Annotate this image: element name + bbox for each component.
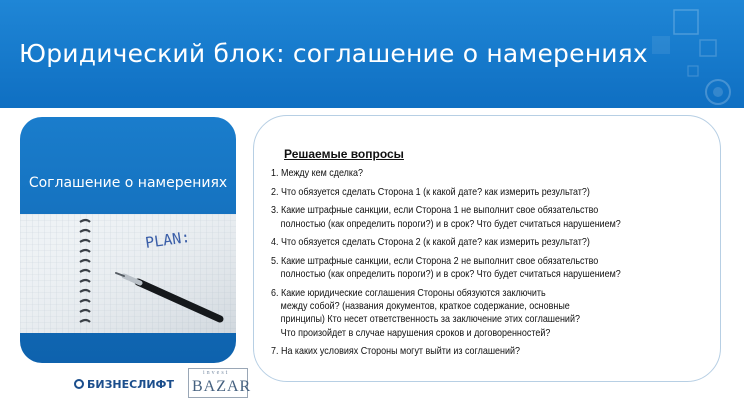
notebook-pen-photo [20, 214, 236, 333]
questions-panel [253, 115, 721, 382]
card-title: Соглашение о намерениях [28, 175, 228, 191]
list-item: 4. Что обязуется сделать Сторона 2 (к какой дате? как измерить результат?) [271, 237, 590, 249]
questions-list [271, 167, 711, 364]
questions-heading: Решаемые вопросы [284, 147, 404, 161]
list-item: 3. Какие штрафные санкции, если Сторона 1 не выполнит свое обязательство полностью (как определить пороги?) и в срок? Что будет считаться нарушением? [271, 205, 621, 230]
photo-plan-text: PLAN: [144, 227, 192, 252]
header-banner [0, 0, 744, 108]
page-title: Юридический блок: соглашение о намерениях [19, 39, 648, 68]
list-item: 5. Какие штрафные санкции, если Сторона 2 не выполнит свое обязательство полностью (как определить пороги?) и в срок? Что будет считаться нарушением? [271, 256, 621, 281]
businesslift-mark-icon [74, 379, 84, 389]
businesslift-logo: БИЗНЕСЛИФТ [74, 378, 174, 391]
invest-bazar-logo: invest BAZAR [188, 368, 248, 398]
list-item: 6. Какие юридические соглашения Стороны обязуются заключить между собой? (названия документов, краткое содержание, основные принципы) Кто несет ответственность за заключение этих соглашений? Что произойдет в случае нарушения сроков и договоренностей? [271, 287, 580, 339]
intent-agreement-card [20, 117, 236, 363]
list-item: 1. Между кем сделка? [271, 168, 364, 179]
list-item: 2. Что обязуется сделать Сторона 1 (к какой дате? как измерить результат?) [271, 186, 590, 198]
list-item: 7. На каких условиях Стороны могут выйти из соглашений? [271, 346, 520, 358]
